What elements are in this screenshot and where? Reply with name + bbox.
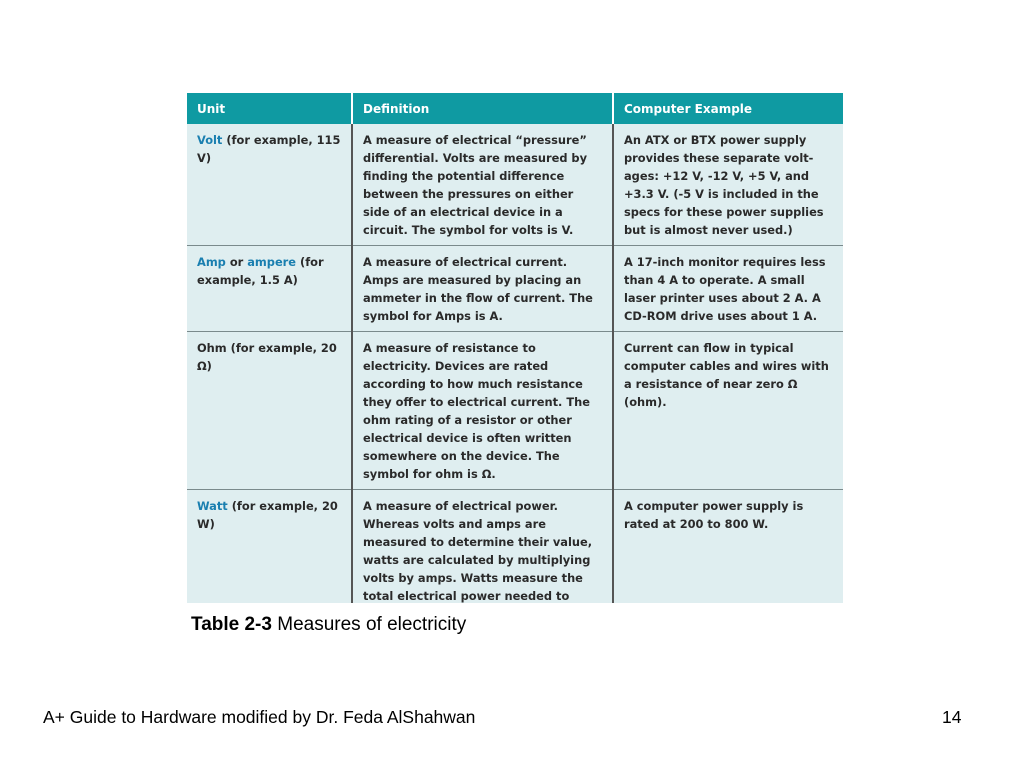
unit-description: Ohm (for example, 20 Ω): [197, 341, 337, 373]
unit-term: Volt: [197, 133, 223, 147]
example-cell: An ATX or BTX power supply provides these separate volt-ages: +12 V, -12 V, +5 V, and +3.3 V. (-5 V is included in the specs for these power supplies but is almost never used.): [624, 133, 824, 237]
header-computer-example: Computer Example: [613, 93, 843, 124]
unit-connector: or: [229, 255, 244, 269]
caption-label: Table 2-3: [191, 614, 272, 635]
definition-cell: A measure of electrical current. Amps are measured by placing an ammeter in the flow of current. The symbol for Amps is A.: [352, 246, 613, 332]
example-cell: A computer power supply is rated at 200 to 800 W.: [613, 490, 843, 604]
page-number: 14: [942, 707, 962, 727]
table-row-volt: [187, 124, 843, 246]
example-cell: Current can flow in typical computer cables and wires with a resistance of near zero Ω (ohm).: [613, 332, 843, 490]
unit-term: Watt: [197, 499, 228, 513]
table-header-row: [187, 93, 843, 124]
unit-cell: [187, 490, 352, 604]
measures-table-figure: [187, 93, 843, 603]
unit-term-alt: ampere: [247, 255, 297, 269]
unit-term: Amp: [197, 255, 226, 269]
table-row-amp: [187, 246, 843, 332]
table-row-watt: [187, 490, 843, 604]
measures-table: [187, 93, 843, 603]
footer-course-title: A+ Guide to Hardware modified by Dr. Feda AlShahwan: [43, 707, 476, 727]
unit-description: (for example, 115 V): [197, 133, 341, 165]
unit-cell: [187, 124, 352, 246]
table-row-ohm: [187, 332, 843, 490]
definition-cell: A measure of resistance to electricity. Devices are rated according to how much resistance they offer to electrical current. The ohm rating of a resistor or other electrical device is often written somewhere on the device. The symbol for ohm is Ω.: [352, 332, 613, 490]
unit-cell: [187, 332, 352, 490]
example-cell: A 17-inch monitor requires less than 4 A to operate. A small laser printer uses about 2 A. A CD-ROM drive uses about 1 A.: [613, 246, 843, 332]
definition-cell: A measure of electrical power. Whereas volts and amps are measured to determine their value, watts are calculated by multiplying volts by amps. Watts measure the total electrical power needed to: [352, 490, 613, 604]
header-unit: Unit: [187, 93, 352, 124]
header-definition: Definition: [352, 93, 613, 124]
table-caption: [191, 614, 466, 636]
definition-cell: A measure of electrical “pressure” differential. Volts are measured by finding the potential difference between the pressures on either side of an electrical device in a circuit. The symbol for volts is V.: [352, 124, 613, 246]
unit-description: (for example, 20 W): [197, 499, 338, 531]
unit-description: (for example, 1.5 A): [197, 255, 324, 287]
caption-text: Measures of electricity: [277, 614, 467, 635]
unit-cell: [187, 246, 352, 332]
